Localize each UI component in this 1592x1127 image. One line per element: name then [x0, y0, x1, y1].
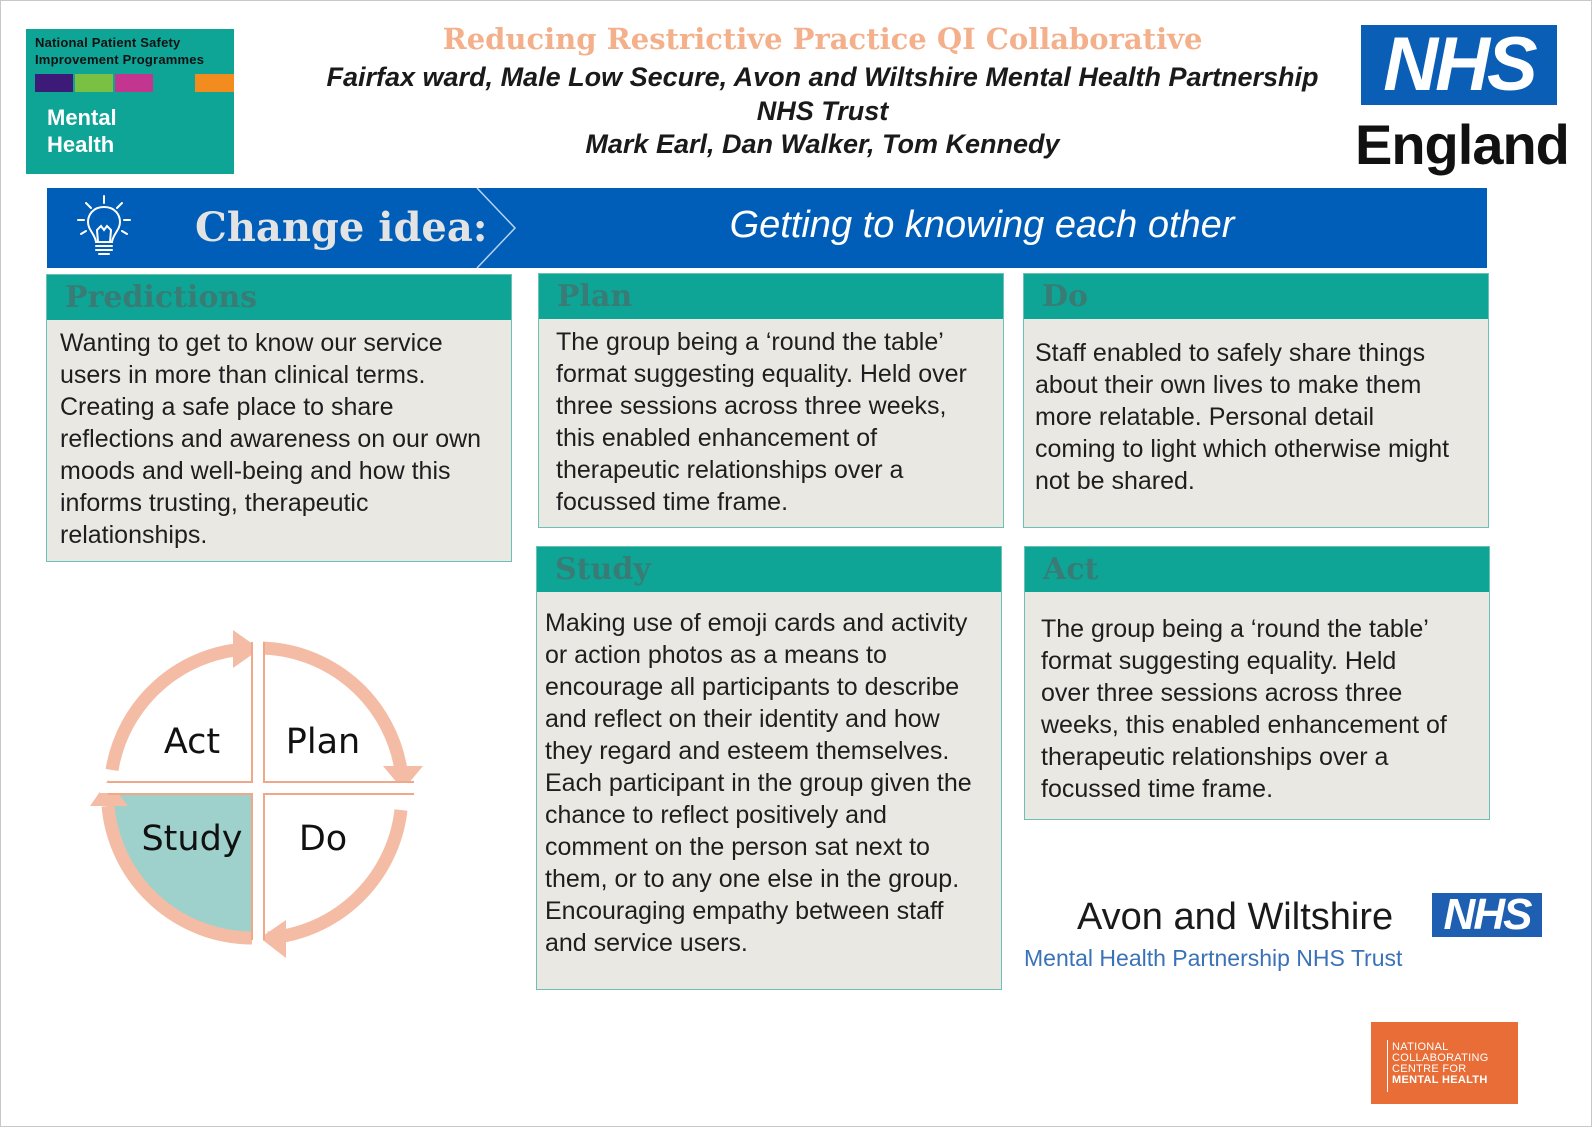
study-line: or action photos as a means to	[545, 641, 887, 669]
nccmh-line: CENTRE FOR	[1392, 1063, 1467, 1075]
plan-line: focussed time frame.	[556, 488, 789, 516]
study-body	[545, 607, 999, 959]
plan-line: therapeutic relationships over a	[556, 456, 904, 484]
study-line: and service users.	[545, 929, 748, 957]
act-line: The group being a ‘round the table’	[1041, 615, 1429, 643]
act-heading: Act	[1043, 552, 1099, 587]
plan-line: three sessions across three weeks,	[556, 392, 947, 420]
do-line: Staff enabled to safely share things	[1035, 339, 1426, 367]
plan-line: format suggesting equality. Held over	[556, 360, 967, 388]
nccmh-logo	[1371, 1022, 1518, 1104]
cycle-label-plan: Plan	[285, 722, 361, 762]
plan-panel	[538, 273, 1004, 528]
cycle-label-do: Do	[298, 819, 348, 859]
predictions-heading: Predictions	[65, 280, 258, 315]
predictions-panel	[46, 274, 512, 562]
change-idea-banner	[47, 188, 1487, 268]
plan-heading: Plan	[557, 279, 633, 314]
subtitle-line1: Fairfax ward, Male Low Secure, Avon and Wiltshire Mental Health Partnership	[326, 62, 1319, 92]
do-line: not be shared.	[1035, 467, 1195, 495]
predictions-line: reflections and awareness on our own	[60, 425, 482, 453]
act-header	[1025, 547, 1489, 592]
study-line: them, or to any one else in the group.	[545, 865, 960, 893]
nps-stripe-orange	[195, 74, 234, 92]
study-line: comment on the person sat next to	[545, 833, 930, 861]
do-heading: Do	[1042, 279, 1089, 314]
pdsa-cycle-diagram	[90, 620, 430, 960]
nps-logo-mental: Mental	[47, 105, 117, 130]
nccmh-line: MENTAL HEALTH	[1392, 1074, 1488, 1086]
study-line: and reflect on their identity and how	[545, 705, 940, 733]
nps-stripe-magenta	[115, 74, 153, 92]
nccmh-line: COLLABORATING	[1392, 1052, 1489, 1064]
poster-subtitle	[290, 60, 1355, 128]
predictions-line: moods and well-being and how this	[60, 457, 451, 485]
nps-logo-health: Health	[47, 132, 115, 157]
predictions-line: Wanting to get to know our service	[60, 329, 443, 357]
nps-stripe-purple	[35, 74, 73, 92]
subtitle-line2: NHS Trust	[756, 96, 889, 126]
study-line: Encouraging empathy between staff	[545, 897, 944, 925]
predictions-line: informs trusting, therapeutic	[60, 489, 369, 517]
lightbulb-icon	[73, 194, 135, 264]
predictions-line: relationships.	[60, 521, 208, 549]
predictions-line: Creating a safe place to share	[60, 393, 394, 421]
nccmh-line: NATIONAL	[1392, 1041, 1449, 1053]
predictions-header	[47, 275, 511, 320]
nps-logo-line1: National Patient Safety	[35, 35, 181, 50]
do-line: more relatable. Personal detail	[1035, 403, 1375, 431]
awp-logo-subtitle: Mental Health Partnership NHS Trust	[1024, 945, 1403, 971]
poster-authors: Mark Earl, Dan Walker, Tom Kennedy	[585, 129, 1060, 159]
cycle-label-act: Act	[163, 722, 221, 762]
study-heading: Study	[555, 552, 651, 587]
do-panel	[1023, 273, 1489, 528]
awp-nhs-mark: NHS	[1432, 893, 1542, 937]
do-line: about their own lives to make them	[1035, 371, 1422, 399]
plan-line: this enabled enhancement of	[556, 424, 878, 452]
nps-logo-line2: Improvement Programmes	[35, 52, 205, 67]
do-line: coming to light which otherwise might	[1035, 435, 1450, 463]
do-header	[1024, 274, 1488, 319]
plan-body	[556, 326, 997, 518]
poster-title: Reducing Restrictive Practice QI Collaborative	[442, 22, 1203, 56]
change-idea-text: Getting to knowing each other	[729, 204, 1235, 246]
nhs-england-wordmark: England	[1355, 113, 1569, 176]
act-line: therapeutic relationships over a	[1041, 743, 1389, 771]
act-line: focussed time frame.	[1041, 775, 1274, 803]
cycle-label-study: Study	[141, 819, 243, 859]
study-line: encourage all participants to describe	[545, 673, 960, 701]
study-line: they regard and esteem themselves.	[545, 737, 950, 765]
change-idea-label: Change idea:	[195, 204, 488, 251]
nps-stripe-green	[75, 74, 113, 92]
act-body	[1041, 613, 1483, 805]
act-line: weeks, this enabled enhancement of	[1041, 711, 1447, 739]
plan-line: The group being a ‘round the table’	[556, 328, 944, 356]
predictions-line: users in more than clinical terms.	[60, 361, 426, 389]
study-panel	[536, 546, 1002, 990]
nps-mental-health-logo	[26, 29, 234, 174]
act-panel	[1024, 546, 1490, 820]
predictions-body	[60, 327, 505, 551]
do-body	[1035, 337, 1482, 497]
study-header	[537, 547, 1001, 592]
act-line: over three sessions across three	[1041, 679, 1403, 707]
nccmh-rule	[1387, 1040, 1388, 1092]
study-line: Making use of emoji cards and activity	[545, 609, 968, 637]
act-line: format suggesting equality. Held	[1041, 647, 1397, 675]
study-line: chance to reflect positively and	[545, 801, 887, 829]
nhs-logo-mark: NHS	[1361, 25, 1557, 105]
plan-header	[539, 274, 1003, 319]
study-line: Each participant in the group given the	[545, 769, 972, 797]
awp-logo-name: Avon and Wiltshire	[1077, 896, 1394, 938]
